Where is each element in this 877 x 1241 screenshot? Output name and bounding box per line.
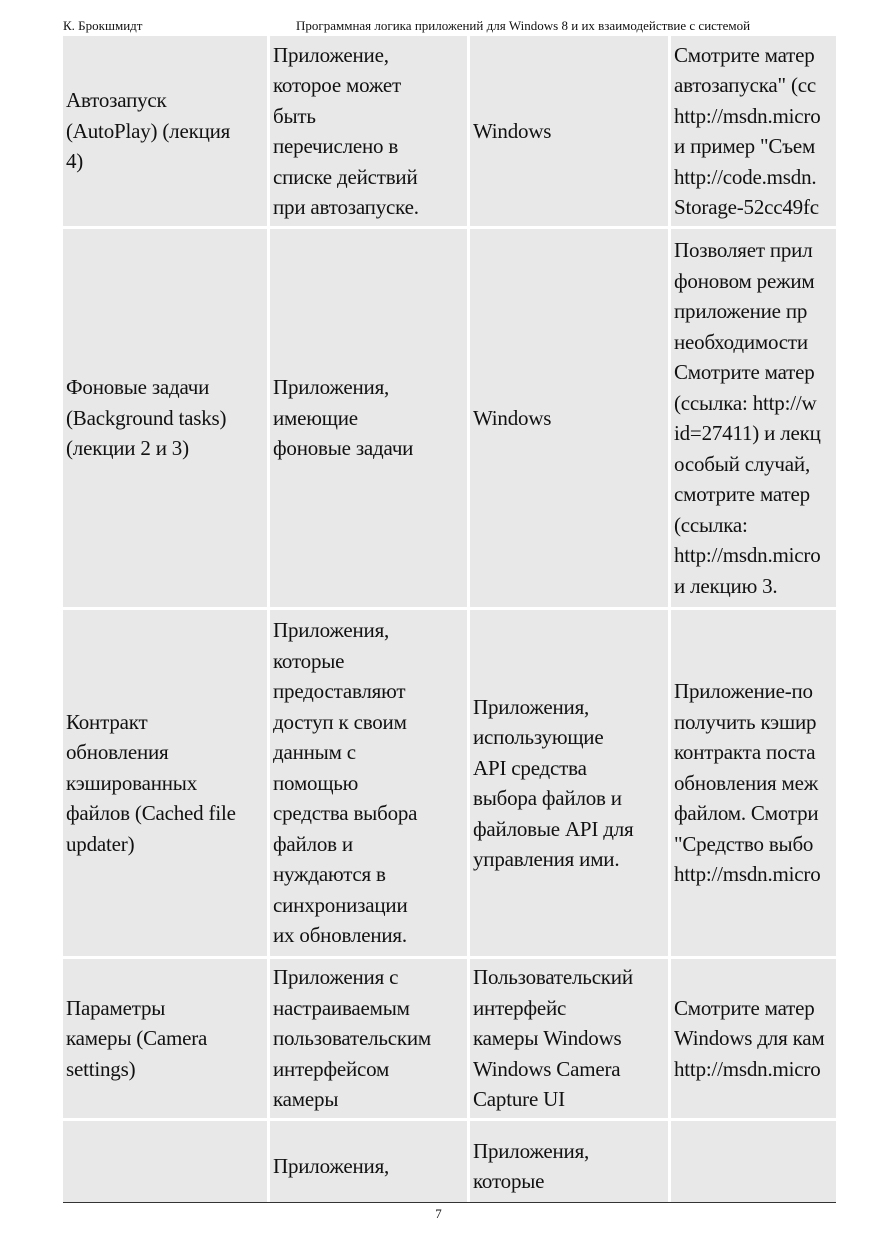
cell-text-line: Фоновые задачи — [66, 375, 210, 400]
cell-text-line: кэшированных — [66, 770, 197, 795]
cell-text-line: Приложение-по — [674, 679, 813, 704]
cell-text-line: и лекцию 3. — [674, 573, 778, 598]
cell-text-line: использующие — [473, 725, 604, 749]
cell-text-line: быть — [273, 103, 316, 128]
cell-text-line: (Background tasks) — [66, 405, 227, 430]
cell-text-line: контракта поста — [674, 740, 816, 765]
cell-text-line: файлом. Смотри — [674, 801, 819, 826]
cell-text-line: (AutoPlay) (лекция — [66, 118, 231, 143]
cell-text-line: Приложения, — [273, 618, 390, 643]
cell-text-line: помощью — [273, 770, 359, 795]
header-title: Программная логика приложений для Windows 8 и их взаимодействие с системой — [296, 18, 751, 33]
notes-cell — [671, 610, 836, 956]
cell-text-line: Контракт — [66, 709, 148, 734]
cell-text-line: "Средство выбо — [674, 831, 814, 856]
cell-text-line: при автозапуске. — [273, 195, 419, 219]
cell-text-line: необходимости — [674, 329, 808, 354]
cell-text-line: (лекции 2 и 3) — [66, 436, 189, 461]
cell-text-line: API средства — [473, 755, 587, 780]
cell-text-line: Смотрите матер — [674, 995, 815, 1020]
cell-text-line: обновления — [66, 740, 169, 765]
cell-text-line: перечислено в — [273, 134, 399, 158]
cell-text-line: управления ими. — [473, 847, 620, 871]
cell-text-line: Приложение, — [273, 42, 389, 67]
cell-text-line: Параметры — [66, 995, 166, 1020]
feature-name-cell — [63, 1121, 267, 1202]
consumer-cell — [470, 36, 668, 226]
provider-cell — [270, 1121, 467, 1202]
cell-text-line: 4) — [66, 149, 84, 174]
consumer-cell — [470, 229, 668, 607]
cell-text-line: Приложения, — [473, 694, 590, 719]
cell-text-line: нуждаются в — [273, 862, 386, 887]
header-author: К. Брокшмидт — [63, 18, 143, 33]
cell-text-line: выбора файлов и — [473, 786, 622, 810]
table-row — [63, 610, 836, 956]
cell-text-line: updater) — [66, 831, 135, 856]
feature-name-cell — [63, 229, 267, 607]
cell-text-line: http://msdn.micro — [674, 543, 821, 567]
cell-text-line: получить кэшир — [674, 709, 817, 734]
cell-text-line: http://code.msdn. — [674, 164, 817, 189]
feature-name-cell — [63, 36, 267, 226]
table-row — [63, 959, 836, 1118]
cell-text-line: особый случай, — [674, 451, 810, 476]
cell-text-line: приложение пр — [674, 299, 808, 323]
cell-text-line: камеры (Camera — [66, 1026, 208, 1051]
cell-text-line: Приложения, — [273, 375, 390, 400]
feature-name-cell — [63, 610, 267, 956]
cell-text-line: Смотрите матер — [674, 42, 815, 67]
cell-text-line: id=27411) и лекц — [674, 421, 821, 445]
cell-text-line: автозапуска" (сс — [674, 73, 816, 97]
table-row — [63, 229, 836, 607]
contracts-table-viewport — [63, 36, 836, 1202]
cell-text-line: Позволяет прил — [674, 238, 813, 262]
provider-cell — [270, 959, 467, 1118]
cell-text-line: файловые API для — [473, 816, 634, 841]
cell-text-line: Capture UI — [473, 1087, 565, 1112]
cell-text-line: Автозапуск — [66, 88, 167, 113]
cell-text-line: Приложения, — [273, 1153, 390, 1178]
table-row — [63, 1121, 836, 1202]
cell-text-line: Storage-52cc49fc — [674, 195, 819, 219]
contracts-table — [63, 36, 836, 1202]
cell-text-line: http://msdn.micro — [674, 862, 821, 887]
cell-text-line: пользовательским — [273, 1026, 432, 1051]
cell-text-line: обновления меж — [674, 770, 819, 795]
cell-text-line: Windows — [473, 118, 552, 143]
consumer-cell — [470, 959, 668, 1118]
cell-text-line: settings) — [66, 1056, 136, 1081]
cell-text-line: которое может — [273, 73, 401, 97]
consumer-cell — [470, 610, 668, 956]
cell-text-line: фоновые задачи — [273, 436, 414, 461]
cell-text-line: списке действий — [273, 164, 418, 189]
cell-text-line: которые — [273, 648, 345, 673]
cell-text-line: камеры — [273, 1087, 339, 1112]
cell-text-line: файлов (Cached file — [66, 801, 236, 826]
notes-cell — [671, 36, 836, 226]
feature-name-cell — [63, 959, 267, 1118]
cell-text-line: которые — [473, 1169, 545, 1193]
cell-text-line: (ссылка: http://w — [674, 390, 817, 415]
cell-text-line: интерфейс — [473, 995, 567, 1020]
cell-text-line: камеры Windows — [473, 1026, 622, 1051]
notes-cell — [671, 1121, 836, 1202]
cell-text-line: интерфейсом — [273, 1056, 390, 1081]
cell-text-line: данным с — [273, 740, 356, 765]
cell-text-line: и пример "Съем — [674, 134, 816, 158]
page-number: 7 — [435, 1206, 442, 1221]
provider-cell — [270, 229, 467, 607]
cell-text-line: (ссылка: — [674, 512, 748, 537]
cell-text-line: средства выбора — [273, 801, 418, 826]
cell-text-line: http://msdn.micro — [674, 103, 821, 128]
cell-text-line: доступ к своим — [273, 709, 407, 734]
cell-text-line: фоновом режим — [674, 268, 815, 293]
cell-text-line: Windows для кам — [674, 1026, 825, 1051]
footer-rule — [63, 1202, 836, 1203]
notes-cell — [671, 229, 836, 607]
cell-text-line: Смотрите матер — [674, 360, 815, 384]
cell-text-line: синхронизации — [273, 892, 408, 917]
cell-text-line: Пользовательский — [473, 965, 633, 990]
cell-text-line: Windows — [473, 405, 552, 430]
provider-cell — [270, 610, 467, 956]
cell-text-line: Windows Camera — [473, 1056, 621, 1081]
cell-text-line: Приложения, — [473, 1138, 590, 1163]
notes-cell — [671, 959, 836, 1118]
consumer-cell — [470, 1121, 668, 1202]
cell-text-line: имеющие — [273, 405, 358, 430]
cell-text-line: их обновления. — [273, 923, 407, 948]
cell-text-line: Приложения с — [273, 965, 399, 990]
page-header — [63, 16, 836, 36]
cell-text-line: http://msdn.micro — [674, 1056, 821, 1081]
cell-text-line: предоставляют — [273, 679, 406, 704]
provider-cell — [270, 36, 467, 226]
table-row — [63, 36, 836, 226]
cell-text-line: смотрите матер — [674, 482, 810, 506]
cell-text-line: файлов и — [273, 831, 353, 856]
cell-text-line: настраиваемым — [273, 995, 410, 1020]
